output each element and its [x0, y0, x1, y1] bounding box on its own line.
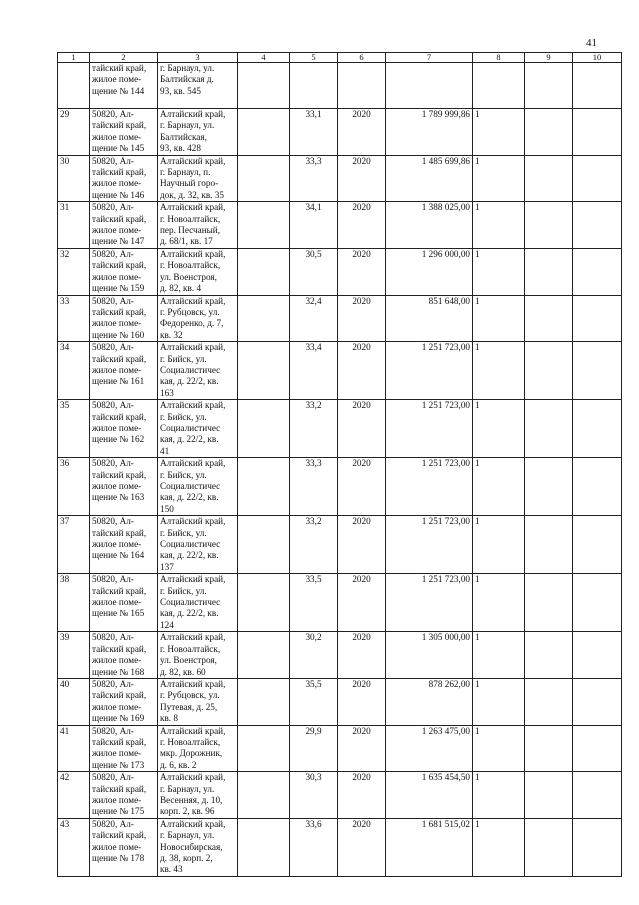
row-number	[58, 63, 90, 109]
address: г. Барнаул, ул. Балтийская д. 93, кв. 545	[158, 63, 238, 109]
table-row	[58, 248, 622, 295]
cell-col4	[238, 109, 290, 156]
table-row	[58, 516, 622, 574]
object-description: 50820, Ал- тайский край, жилое поме- щение № 175	[90, 772, 158, 819]
row-number: 34	[58, 342, 90, 400]
address: Алтайский край, г. Барнаул, ул. Весенняя, д. 10, корп. 2, кв. 96	[158, 772, 238, 819]
quantity: 1	[473, 632, 525, 679]
object-description: 50820, Ал- тайский край, жилое поме- щение № 173	[90, 725, 158, 772]
area: 30,5	[290, 248, 338, 295]
object-description: 50820, Ал- тайский край, жилое поме- щение № 162	[90, 400, 158, 458]
table-row	[58, 678, 622, 725]
cadastral-value: 1 296 000,00	[386, 248, 473, 295]
object-description: 50820, Ал- тайский край, жилое поме- щение № 146	[90, 155, 158, 202]
cadastral-value: 1 789 999,86	[386, 109, 473, 156]
address: Алтайский край, г. Бийск, ул. Социалистичес кая, д. 22/2, кв. 41	[158, 400, 238, 458]
table-row	[58, 632, 622, 679]
column-number: 4	[238, 53, 290, 63]
row-number: 37	[58, 516, 90, 574]
object-description: 50820, Ал- тайский край, жилое поме- щение № 163	[90, 458, 158, 516]
area: 33,6	[290, 818, 338, 876]
year: 2020	[338, 678, 386, 725]
cell-col4	[238, 574, 290, 632]
object-description: 50820, Ал- тайский край, жилое поме- щение № 160	[90, 295, 158, 342]
year: 2020	[338, 458, 386, 516]
cell-col10	[573, 818, 622, 876]
table-row	[58, 458, 622, 516]
address: Алтайский край, г. Бийск, ул. Социалистичес кая, д. 22/2, кв. 150	[158, 458, 238, 516]
cell-col10	[573, 574, 622, 632]
address: Алтайский край, г. Бийск, ул. Социалистичес кая, д. 22/2, кв. 137	[158, 516, 238, 574]
row-number: 30	[58, 155, 90, 202]
year: 2020	[338, 202, 386, 249]
cell-col9	[525, 574, 573, 632]
table-row	[58, 342, 622, 400]
cell-col4	[238, 202, 290, 249]
quantity: 1	[473, 295, 525, 342]
year: 2020	[338, 248, 386, 295]
cadastral-value: 1 251 723,00	[386, 342, 473, 400]
cadastral-value: 1 485 699,86	[386, 155, 473, 202]
cell-col9	[525, 155, 573, 202]
cadastral-value: 1 635 454,50	[386, 772, 473, 819]
address: Алтайский край, г. Бийск, ул. Социалистичес кая, д. 22/2, кв. 124	[158, 574, 238, 632]
row-number: 29	[58, 109, 90, 156]
cadastral-value: 1 681 515,02	[386, 818, 473, 876]
year: 2020	[338, 400, 386, 458]
cell-col10	[573, 248, 622, 295]
column-number: 9	[525, 53, 573, 63]
area: 33,2	[290, 400, 338, 458]
address: Алтайский край, г. Барнаул, п. Научный горо- док, д. 32, кв. 35	[158, 155, 238, 202]
table-row	[58, 109, 622, 156]
address: Алтайский край, г. Барнаул, ул. Новосибирская, д. 38, корп. 2, кв. 43	[158, 818, 238, 876]
cadastral-value: 851 648,00	[386, 295, 473, 342]
address: Алтайский край, г. Новоалтайск, ул. Военстроя, д. 82, кв. 4	[158, 248, 238, 295]
column-number: 7	[386, 53, 473, 63]
area: 32,4	[290, 295, 338, 342]
cell-col9	[525, 295, 573, 342]
area: 35,5	[290, 678, 338, 725]
cell-col4	[238, 678, 290, 725]
year: 2020	[338, 772, 386, 819]
object-description: тайский край, жилое поме- щение № 144	[90, 63, 158, 109]
cell-col4	[238, 772, 290, 819]
area: 34,1	[290, 202, 338, 249]
table-row	[58, 295, 622, 342]
quantity: 1	[473, 248, 525, 295]
address: Алтайский край, г. Новоалтайск, пер. Песчаный, д. 68/1, кв. 17	[158, 202, 238, 249]
cell-col10	[573, 202, 622, 249]
object-description: 50820, Ал- тайский край, жилое поме- щение № 161	[90, 342, 158, 400]
cadastral-value: 1 251 723,00	[386, 400, 473, 458]
table-row	[58, 400, 622, 458]
year: 2020	[338, 342, 386, 400]
object-description: 50820, Ал- тайский край, жилое поме- щение № 165	[90, 574, 158, 632]
area: 33,3	[290, 458, 338, 516]
area: 29,9	[290, 725, 338, 772]
cell-col9	[525, 202, 573, 249]
column-number: 3	[158, 53, 238, 63]
quantity: 1	[473, 155, 525, 202]
quantity: 1	[473, 202, 525, 249]
year: 2020	[338, 574, 386, 632]
address: Алтайский край, г. Новоалтайск, ул. Военстроя, д. 82, кв. 60	[158, 632, 238, 679]
area: 30,3	[290, 772, 338, 819]
quantity: 1	[473, 574, 525, 632]
cell-col10	[573, 772, 622, 819]
cell-col9	[525, 458, 573, 516]
quantity	[473, 63, 525, 109]
row-number: 43	[58, 818, 90, 876]
cadastral-value: 1 305 000,00	[386, 632, 473, 679]
cell-col4	[238, 516, 290, 574]
area	[290, 63, 338, 109]
year: 2020	[338, 516, 386, 574]
row-number: 35	[58, 400, 90, 458]
quantity: 1	[473, 342, 525, 400]
cell-col9	[525, 516, 573, 574]
quantity: 1	[473, 109, 525, 156]
table-row	[58, 818, 622, 876]
year: 2020	[338, 155, 386, 202]
cell-col9	[525, 342, 573, 400]
table-row	[58, 574, 622, 632]
quantity: 1	[473, 725, 525, 772]
cadastral-value: 1 388 025,00	[386, 202, 473, 249]
cell-col10	[573, 458, 622, 516]
cadastral-value: 1 251 723,00	[386, 516, 473, 574]
column-number-row	[58, 53, 622, 63]
table-row	[58, 155, 622, 202]
table-row	[58, 202, 622, 249]
row-number: 32	[58, 248, 90, 295]
address: Алтайский край, г. Рубцовск, ул. Путевая, д. 25, кв. 8	[158, 678, 238, 725]
column-number: 8	[473, 53, 525, 63]
row-number: 41	[58, 725, 90, 772]
cadastral-value: 1 251 723,00	[386, 458, 473, 516]
quantity: 1	[473, 400, 525, 458]
cell-col4	[238, 155, 290, 202]
cell-col10	[573, 678, 622, 725]
row-number: 36	[58, 458, 90, 516]
cell-col9	[525, 109, 573, 156]
cell-col10	[573, 109, 622, 156]
cell-col4	[238, 63, 290, 109]
area: 30,2	[290, 632, 338, 679]
cell-col9	[525, 248, 573, 295]
year: 2020	[338, 632, 386, 679]
cell-col10	[573, 725, 622, 772]
area: 33,3	[290, 155, 338, 202]
year: 2020	[338, 725, 386, 772]
quantity: 1	[473, 516, 525, 574]
address: Алтайский край, г. Бийск, ул. Социалистичес кая, д. 22/2, кв. 163	[158, 342, 238, 400]
year	[338, 63, 386, 109]
cell-col4	[238, 632, 290, 679]
column-number: 2	[90, 53, 158, 63]
cell-col9	[525, 678, 573, 725]
area: 33,5	[290, 574, 338, 632]
row-number: 33	[58, 295, 90, 342]
cell-col10	[573, 155, 622, 202]
quantity: 1	[473, 458, 525, 516]
cell-col4	[238, 458, 290, 516]
cell-col10	[573, 342, 622, 400]
cell-col10	[573, 295, 622, 342]
area: 33,2	[290, 516, 338, 574]
column-number: 5	[290, 53, 338, 63]
cell-col10	[573, 516, 622, 574]
row-number: 38	[58, 574, 90, 632]
cell-col4	[238, 725, 290, 772]
cadastral-value: 1 263 475,00	[386, 725, 473, 772]
cell-col4	[238, 818, 290, 876]
object-description: 50820, Ал- тайский край, жилое поме- щение № 178	[90, 818, 158, 876]
row-number: 31	[58, 202, 90, 249]
table-row	[58, 63, 622, 109]
quantity: 1	[473, 818, 525, 876]
row-number: 40	[58, 678, 90, 725]
cell-col10	[573, 63, 622, 109]
cadastral-value	[386, 63, 473, 109]
cadastral-value: 878 262,00	[386, 678, 473, 725]
cell-col9	[525, 772, 573, 819]
cadastral-value: 1 251 723,00	[386, 574, 473, 632]
area: 33,4	[290, 342, 338, 400]
column-number: 1	[58, 53, 90, 63]
address: Алтайский край, г. Новоалтайск, мкр. Дорожник, д. 6, кв. 2	[158, 725, 238, 772]
column-number: 6	[338, 53, 386, 63]
cell-col4	[238, 295, 290, 342]
page-number: 41	[586, 37, 597, 49]
object-description: 50820, Ал- тайский край, жилое поме- щение № 168	[90, 632, 158, 679]
cell-col9	[525, 818, 573, 876]
year: 2020	[338, 818, 386, 876]
year: 2020	[338, 295, 386, 342]
cell-col10	[573, 400, 622, 458]
cell-col9	[525, 63, 573, 109]
quantity: 1	[473, 678, 525, 725]
object-description: 50820, Ал- тайский край, жилое поме- щение № 159	[90, 248, 158, 295]
object-description: 50820, Ал- тайский край, жилое поме- щение № 145	[90, 109, 158, 156]
property-table	[57, 52, 622, 877]
table-row	[58, 772, 622, 819]
address: Алтайский край, г. Рубцовск, ул. Федоренко, д. 7, кв. 32	[158, 295, 238, 342]
cell-col10	[573, 632, 622, 679]
quantity: 1	[473, 772, 525, 819]
cell-col9	[525, 632, 573, 679]
cell-col9	[525, 400, 573, 458]
cell-col4	[238, 248, 290, 295]
address: Алтайский край, г. Барнаул, ул. Балтийская, 93, кв. 428	[158, 109, 238, 156]
cell-col4	[238, 400, 290, 458]
object-description: 50820, Ал- тайский край, жилое поме- щение № 147	[90, 202, 158, 249]
area: 33,1	[290, 109, 338, 156]
row-number: 42	[58, 772, 90, 819]
row-number: 39	[58, 632, 90, 679]
object-description: 50820, Ал- тайский край, жилое поме- щение № 169	[90, 678, 158, 725]
object-description: 50820, Ал- тайский край, жилое поме- щение № 164	[90, 516, 158, 574]
table-row	[58, 725, 622, 772]
cell-col9	[525, 725, 573, 772]
year: 2020	[338, 109, 386, 156]
column-number: 10	[573, 53, 622, 63]
cell-col4	[238, 342, 290, 400]
